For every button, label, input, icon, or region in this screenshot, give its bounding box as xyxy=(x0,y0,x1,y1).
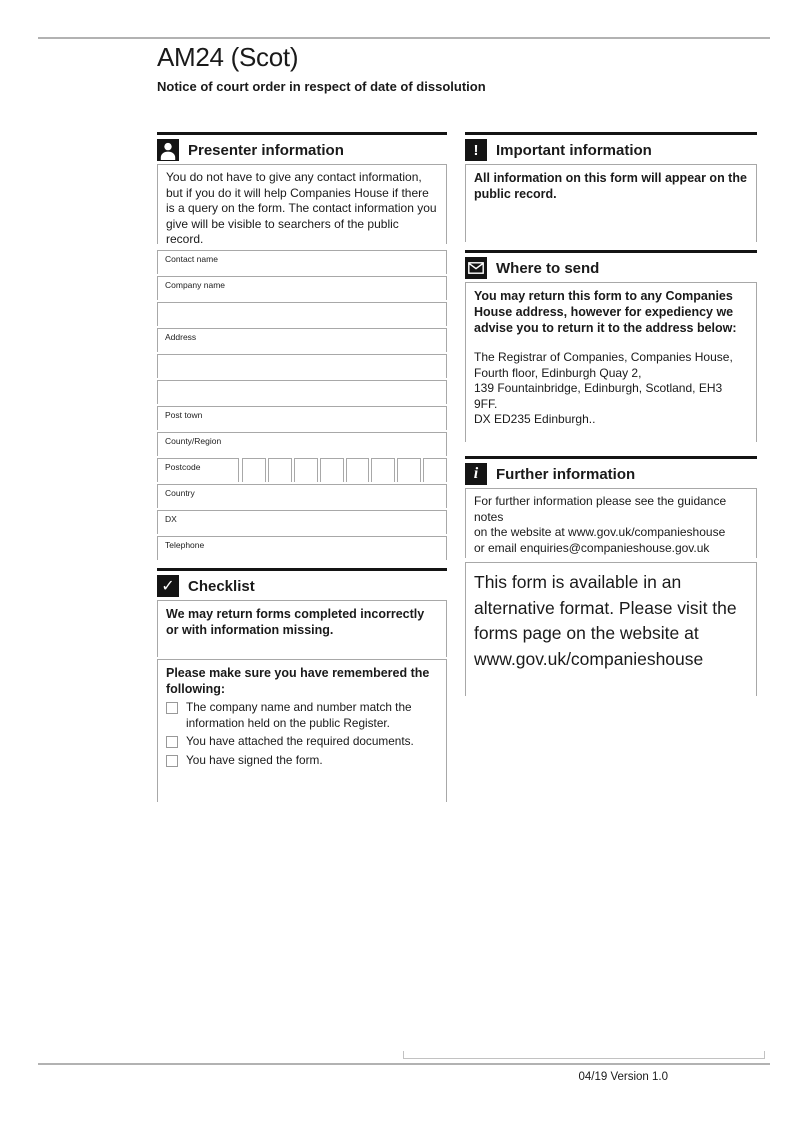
postcode-char-box-3[interactable] xyxy=(294,458,318,482)
person-icon xyxy=(157,139,179,161)
checklist-reminder-heading: Please make sure you have remembered the following: xyxy=(166,666,430,696)
postcode-char-box-6[interactable] xyxy=(371,458,395,482)
exclamation-icon: ! xyxy=(465,139,487,161)
checkbox-icon[interactable] xyxy=(166,736,178,748)
postcode-character-boxes xyxy=(242,458,447,482)
postcode-char-box-8[interactable] xyxy=(423,458,447,482)
address-field-line2[interactable] xyxy=(157,354,447,378)
form-subtitle: Notice of court order in respect of date of dissolution xyxy=(157,79,486,94)
further-info-cell xyxy=(465,488,757,558)
form-title-block xyxy=(157,42,717,94)
further-info-line: on the website at www.gov.uk/companieshouse xyxy=(474,525,726,539)
postcode-char-box-1[interactable] xyxy=(242,458,266,482)
address-field-line3[interactable] xyxy=(157,380,447,404)
checklist-item-text: The company name and number match the information held on the public Register. xyxy=(186,700,412,730)
postcode-char-box-7[interactable] xyxy=(397,458,421,482)
left-column xyxy=(157,132,447,802)
country-field[interactable] xyxy=(157,484,447,508)
postcode-label: Postcode xyxy=(165,462,201,472)
section-title: Where to send xyxy=(496,259,600,277)
envelope-icon xyxy=(465,257,487,279)
dx-field[interactable] xyxy=(157,510,447,534)
checklist-items-cell xyxy=(157,659,447,802)
checklist-warning: We may return forms completed incorrectly or with information missing. xyxy=(157,600,447,657)
frame-corner-line xyxy=(403,1051,765,1059)
postcode-row xyxy=(157,458,447,482)
important-section-header xyxy=(465,132,757,164)
bottom-page-rule xyxy=(38,1063,770,1065)
alternative-format-notice: This form is available in an alternative format. Please visit the forms page on the website at www.gov.uk/companieshouse xyxy=(465,562,757,696)
further-info-line: or email enquiries@companieshouse.gov.uk xyxy=(474,540,710,555)
country-label: Country xyxy=(165,488,195,498)
checklist-item xyxy=(166,753,438,769)
presenter-intro: You do not have to give any contact information, but if you do it will help Companies House if there is a query on the form. The contact information you give will be visible to searchers of the public record. xyxy=(157,164,447,244)
checklist-item-text: You have attached the required documents. xyxy=(186,734,414,748)
address-label: Address xyxy=(165,332,197,342)
contact-name-field[interactable] xyxy=(157,250,447,274)
telephone-field[interactable] xyxy=(157,536,447,560)
telephone-label: Telephone xyxy=(165,540,205,550)
right-column xyxy=(465,132,757,696)
info-icon: i xyxy=(465,463,487,485)
checklist-section-header xyxy=(157,568,447,600)
section-title: Presenter information xyxy=(188,141,344,159)
post-town-label: Post town xyxy=(165,410,203,420)
further-info-section-header xyxy=(465,456,757,488)
further-info-line: For further information please see the guidance notes xyxy=(474,494,727,524)
where-to-send-section-header xyxy=(465,250,757,282)
section-title: Checklist xyxy=(188,577,255,595)
top-page-rule xyxy=(38,37,770,39)
return-address-line: 139 Fountainbridge, Edinburgh, Scotland, EH3 9FF. xyxy=(474,381,723,411)
presenter-section-header xyxy=(157,132,447,164)
return-address-line: The Registrar of Companies, Companies House, xyxy=(474,350,733,364)
company-name-field[interactable] xyxy=(157,276,447,300)
postcode-char-box-4[interactable] xyxy=(320,458,344,482)
checkbox-icon[interactable] xyxy=(166,702,178,714)
version-footer: 04/19 Version 1.0 xyxy=(578,1071,668,1083)
checkmark-icon: ✓ xyxy=(157,575,179,597)
section-title: Important information xyxy=(496,141,652,159)
dx-label: DX xyxy=(165,514,177,524)
checklist-item xyxy=(166,734,438,750)
contact-name-label: Contact name xyxy=(165,254,218,264)
checklist-item-text: You have signed the form. xyxy=(186,752,323,767)
county-region-label: County/Region xyxy=(165,436,222,446)
important-body: All information on this form will appear on the public record. xyxy=(465,164,757,242)
postcode-char-box-5[interactable] xyxy=(346,458,370,482)
return-address-line: Fourth floor, Edinburgh Quay 2, xyxy=(474,365,642,380)
checklist-item xyxy=(166,700,438,731)
where-to-send-cell xyxy=(465,282,757,442)
return-address-line: DX ED235 Edinburgh.. xyxy=(474,412,596,426)
company-name-field-line2[interactable] xyxy=(157,302,447,326)
checkbox-icon[interactable] xyxy=(166,755,178,767)
county-region-field[interactable] xyxy=(157,432,447,456)
postcode-field[interactable] xyxy=(157,458,239,482)
section-title: Further information xyxy=(496,465,636,483)
postcode-char-box-2[interactable] xyxy=(268,458,292,482)
post-town-field[interactable] xyxy=(157,406,447,430)
where-to-send-intro: You may return this form to any Companies House address, however for expediency we advise you to return it to the address below: xyxy=(474,289,737,335)
company-name-label: Company name xyxy=(165,280,226,290)
address-field[interactable] xyxy=(157,328,447,352)
form-code: AM24 (Scot) xyxy=(157,42,299,72)
